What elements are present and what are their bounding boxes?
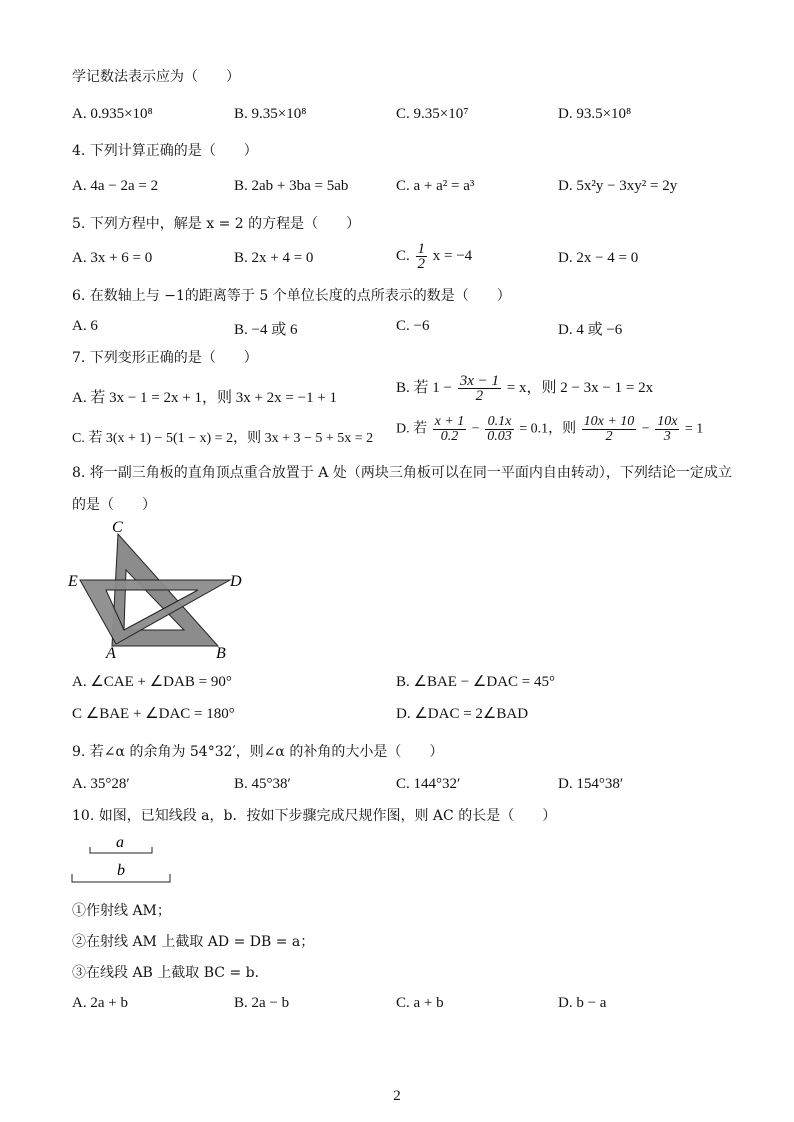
q5-options bbox=[72, 241, 732, 272]
q7-d-mid2: = 0.1，则 bbox=[519, 421, 577, 437]
q10-stem: 10. 如图，已知线段 a，b．按如下步骤完成尺规作图，则 AC 的长是（ ） bbox=[72, 808, 557, 824]
q7-option-d[interactable] bbox=[396, 415, 703, 444]
q10-step1: ①作射线 AM； bbox=[72, 903, 171, 919]
q8-triangle-figure bbox=[66, 520, 266, 660]
q9-option-c[interactable]: C. 144°32′ bbox=[396, 776, 461, 792]
q8-label-b: B bbox=[216, 645, 226, 660]
q7-d-n3: 10x + 10 bbox=[583, 414, 635, 429]
q9-option-d[interactable]: D. 154°38′ bbox=[558, 776, 624, 792]
q7-d-suffix: = 1 bbox=[684, 421, 704, 437]
q3-option-c[interactable]: C. 9.35×10⁷ bbox=[396, 106, 469, 122]
q7-option-c[interactable]: C. 若 3(x + 1) − 5(1 − x) = 2，则 3x + 3 − 5 + 5x = 2 bbox=[72, 431, 374, 446]
q10-segment-a-label: a bbox=[116, 834, 124, 851]
q3-stem-tail: 学记数法表示应为（ ） bbox=[72, 69, 240, 85]
q8-options-row2 bbox=[72, 704, 732, 726]
q8-stem-line1: 8. 将一副三角板的直角顶点重合放置于 A 处（两块三角板可以在同一平面内自由转动），下列结论一定成立 bbox=[72, 465, 732, 481]
q7-d-n2: 0.1x bbox=[485, 415, 514, 430]
q6-option-b[interactable]: B. −4 或 6 bbox=[234, 322, 298, 338]
q7-d-mid1: − bbox=[471, 421, 480, 437]
q8-label-c: C bbox=[112, 520, 123, 536]
q7-d-d3: 2 bbox=[605, 429, 613, 444]
q9-stem: 9. 若∠α 的余角为 54°32′，则∠α 的补角的大小是（ ） bbox=[72, 744, 444, 760]
q7-d-frac4 bbox=[655, 415, 679, 444]
q7-d-frac2 bbox=[485, 415, 514, 444]
q4-options bbox=[72, 178, 732, 200]
q5-option-c-text: x = −4 bbox=[432, 247, 473, 264]
q5-frac-num: 1 bbox=[417, 241, 426, 257]
q8-option-d[interactable]: D. ∠DAC = 2∠BAD bbox=[396, 706, 529, 722]
q5-stem: 5. 下列方程中，解是 x = 2 的方程是（ ） bbox=[72, 216, 361, 232]
q10-segments-figure bbox=[68, 834, 178, 884]
q7-d-d4: 3 bbox=[663, 429, 671, 444]
q3-option-b[interactable]: B. 9.35×10⁸ bbox=[234, 106, 307, 122]
q4-option-a[interactable]: A. 4a − 2a = 2 bbox=[72, 178, 159, 194]
q5-option-a[interactable]: A. 3x + 6 = 0 bbox=[72, 250, 153, 266]
q5-option-b[interactable]: B. 2x + 4 = 0 bbox=[234, 250, 314, 266]
q7-b-suffix: = x，则 2 − 3x − 1 = 2x bbox=[506, 379, 654, 396]
q7-d-frac1 bbox=[433, 415, 467, 444]
q3-option-d[interactable]: D. 93.5×10⁸ bbox=[558, 106, 632, 122]
q7-options-row2 bbox=[72, 414, 732, 449]
q9-option-a[interactable]: A. 35°28′ bbox=[72, 776, 130, 792]
q6-option-a[interactable]: A. 6 bbox=[72, 318, 98, 334]
q10-option-c[interactable]: C. a + b bbox=[396, 995, 444, 1011]
q10-step2: ②在射线 AM 上截取 AD = DB = a； bbox=[72, 934, 315, 950]
q5-option-c-prefix: C. bbox=[396, 247, 410, 264]
q5-option-d[interactable]: D. 2x − 4 = 0 bbox=[558, 250, 639, 266]
q4-stem: 4. 下列计算正确的是（ ） bbox=[72, 143, 258, 159]
q8-label-a: A bbox=[106, 645, 116, 660]
q7-b-prefix: B. 若 1 − bbox=[396, 379, 452, 396]
q7-d-d1: 0.2 bbox=[440, 429, 459, 444]
q10-segment-b-label: b bbox=[117, 862, 125, 879]
q10-options bbox=[72, 995, 732, 1017]
q8-option-c[interactable]: C ∠BAE + ∠DAC = 180° bbox=[72, 706, 235, 722]
q8-stem-line2: 的是（ ） bbox=[72, 497, 156, 513]
q10-option-a[interactable]: A. 2a + b bbox=[72, 995, 128, 1011]
q10-step3: ③在线段 AB 上截取 BC = b． bbox=[72, 965, 269, 981]
q6-option-d[interactable]: D. 4 或 −6 bbox=[558, 322, 623, 338]
q3-options bbox=[72, 106, 732, 128]
q10-option-b[interactable]: B. 2a − b bbox=[234, 995, 290, 1011]
q7-d-d2: 0.03 bbox=[487, 429, 512, 444]
page-number: 2 bbox=[393, 1088, 401, 1104]
q6-options bbox=[72, 318, 732, 340]
q3-option-a[interactable]: A. 0.935×10⁸ bbox=[72, 106, 153, 122]
q5-option-c[interactable] bbox=[396, 242, 472, 271]
q7-b-fraction bbox=[458, 374, 501, 403]
q5-frac-den: 2 bbox=[417, 256, 426, 272]
q8-option-a[interactable]: A. ∠CAE + ∠DAB = 90° bbox=[72, 674, 232, 690]
q7-d-n1: x + 1 bbox=[434, 414, 465, 429]
q7-stem: 7. 下列变形正确的是（ ） bbox=[72, 350, 258, 366]
q7-option-a[interactable]: A. 若 3x − 1 = 2x + 1，则 3x + 2x = −1 + 1 bbox=[72, 390, 338, 406]
q8-options-row1 bbox=[72, 672, 732, 694]
q7-d-mid3: − bbox=[641, 421, 650, 437]
q9-option-b[interactable]: B. 45°38′ bbox=[234, 776, 291, 792]
q7-option-b[interactable] bbox=[396, 374, 653, 403]
q4-option-c[interactable]: C. a + a² = a³ bbox=[396, 178, 475, 194]
q8-label-e: E bbox=[68, 573, 78, 590]
q7-d-prefix: D. 若 bbox=[396, 421, 428, 437]
q6-stem: 6. 在数轴上与 −1的距离等于 5 个单位长度的点所表示的数是（ ） bbox=[72, 288, 511, 304]
q7-d-frac3 bbox=[582, 415, 637, 444]
q7-d-n4: 10x bbox=[657, 414, 678, 429]
q9-options bbox=[72, 776, 732, 798]
q8-label-d: D bbox=[230, 573, 242, 590]
q7-b-num: 3x − 1 bbox=[459, 373, 499, 389]
q7-b-den: 2 bbox=[475, 388, 484, 404]
q6-option-c[interactable]: C. −6 bbox=[396, 318, 430, 334]
q4-option-d[interactable]: D. 5x²y − 3xy² = 2y bbox=[558, 178, 678, 194]
q8-option-b[interactable]: B. ∠BAE − ∠DAC = 45° bbox=[396, 674, 555, 690]
q5-option-c-fraction bbox=[416, 242, 428, 271]
q4-option-b[interactable]: B. 2ab + 3ba = 5ab bbox=[234, 178, 349, 194]
q10-option-d[interactable]: D. b − a bbox=[558, 995, 607, 1011]
q7-options-row1 bbox=[72, 373, 732, 408]
